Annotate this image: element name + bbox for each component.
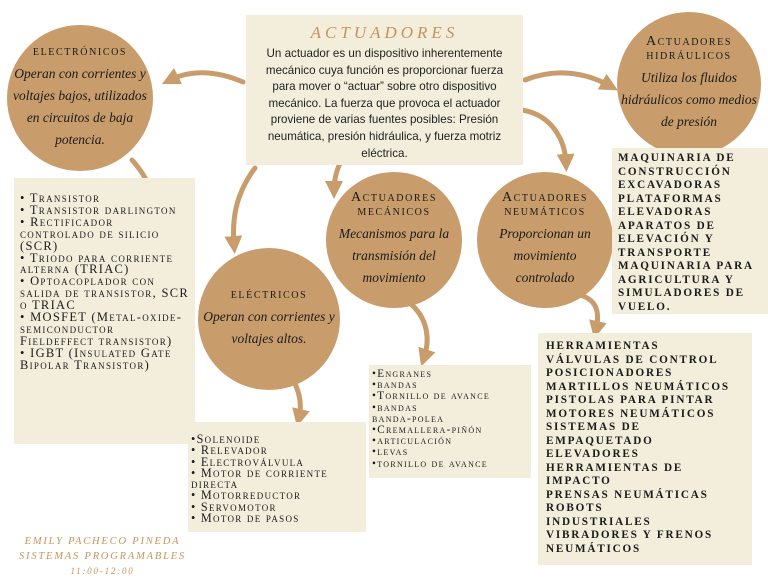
mecanicos-list-box (369, 365, 531, 478)
list-item: VÁLVULAS DE CONTROL (546, 353, 719, 366)
list-item: INDUSTRIALES (546, 515, 652, 528)
arrow-center-to-neumaticos (522, 110, 566, 163)
author-name: EMILY PACHECO PINEDA (24, 536, 181, 547)
neumaticos-list (546, 340, 748, 556)
main-description: Un actuador es un dispositivo inherentemente mecánico cuya función es proporcionar fuerza para mover o “actuar” sobre otro dispositivo mecánico. La fuerza que provoca el actuador proviene de varias fuentes posibles: Presión neumática, presión hidráulica, y fuerza motriz eléctrica. (265, 47, 504, 160)
list-item: VIBRADORES Y FRENOS (546, 529, 714, 541)
list-item: POSICIONADORES (546, 367, 674, 379)
list-item: ELEVACIÓN Y (618, 233, 715, 245)
list-item: CONSTRUCCIÓN (618, 165, 732, 178)
hidraulicos-list (618, 152, 766, 314)
list-item: • Transistor (20, 191, 101, 205)
list-item: MARTILLOS NEUMÁTICOS (546, 380, 730, 393)
arrow-center-to-electronicos (170, 73, 243, 82)
arrow-center-to-mecanicos (334, 163, 340, 190)
list-item: •Solenoide (191, 432, 261, 446)
course-name: SISTEMAS PROGRAMABLES (19, 551, 186, 562)
mecanicos-circle (326, 172, 462, 308)
hidraulicos-title: Actuadores hidráulicos (645, 34, 733, 63)
list-item: • Triodo para corriente alterna (TRIAC) (20, 250, 174, 277)
list-item: MOTORES NEUMÁTICOS (546, 407, 716, 420)
list-item: AGRICULTURA Y (618, 273, 735, 286)
list-item: •articulación (372, 435, 453, 448)
list-item: IMPACTO (546, 475, 612, 487)
list-item: ELEVADORES (546, 448, 640, 460)
list-item: • Servomotor (191, 499, 277, 514)
center-definition-box (246, 15, 523, 165)
list-item: banda-polea (372, 412, 445, 425)
neumaticos-title: Actuadores neumáticos (501, 190, 589, 219)
list-item: HERRAMIENTAS DE (546, 461, 684, 474)
electronicos-title: electrónicos (32, 44, 128, 59)
mecanicos-title: Actuadores mecánicos (350, 190, 438, 219)
list-item: • Motor de pasos (191, 511, 300, 526)
list-item: APARATOS DE (618, 219, 716, 232)
list-item: •Cremallera-piñón (372, 424, 483, 437)
list-item: PLATAFORMAS (618, 192, 723, 205)
list-item: • Relevador (191, 443, 269, 458)
list-item: • Rectificador controlado de silicio (SCR) (20, 214, 160, 253)
electricos-description: Operan con corrientes y voltajes altos. (203, 309, 335, 346)
list-item: •bandas (372, 401, 418, 414)
mecanicos-description: Mecanismos para la transmisión del movimiento (338, 226, 450, 285)
electronicos-list-box (14, 178, 195, 444)
list-item: • Motorreductor (191, 488, 302, 503)
mecanicos-list (372, 369, 528, 470)
list-item: •Engranes (372, 368, 433, 380)
list-item: SIMULADORES DE (618, 287, 745, 299)
arrow-center-to-hidraulicos (525, 73, 610, 86)
list-item: NEUMÁTICOS (546, 542, 642, 555)
electronicos-list (20, 193, 191, 372)
hidraulicos-description: Utiliza los fluidos hidráulicos como medios de presión (621, 70, 757, 129)
electronicos-description: Operan con corrientes y voltajes bajos, utilizados en circuitos de baja potencia. (13, 66, 147, 147)
credits (0, 534, 205, 579)
arrow-neumaticos-to-list (580, 295, 598, 330)
list-item: • Electroválvula (191, 454, 305, 469)
neumaticos-description: Proporcionan un movimiento controlado (499, 226, 591, 285)
electricos-list-box (188, 422, 366, 532)
list-item: •tornillo de avance (372, 457, 488, 470)
hidraulicos-list-box (612, 148, 768, 314)
main-title: ACTUADORES (310, 23, 459, 42)
list-item: ELEVADORAS (618, 206, 713, 218)
list-item: HERRAMIENTAS (546, 340, 660, 352)
hidraulicos-circle (617, 12, 761, 156)
list-item: •Tornillo de avance (372, 390, 491, 403)
list-item: EMPAQUETADO (546, 434, 654, 447)
list-item: ROBOTS (546, 502, 604, 514)
arrow-center-to-electricos (233, 168, 255, 245)
list-item: MAQUINARIA DE (618, 152, 736, 164)
list-item: • Optoacoplador con salida de transistor, SCR o TRIAC (20, 274, 189, 313)
electricos-circle (198, 248, 340, 390)
neumaticos-circle (477, 172, 613, 308)
electricos-title: eléctricos (230, 287, 308, 302)
list-item: •levas (372, 446, 409, 459)
list-item: EXCAVADORAS (618, 179, 722, 191)
list-item: • Transistor darlington (20, 202, 177, 217)
list-item: VUELO. (618, 300, 672, 313)
list-item: •bandas (372, 379, 418, 392)
electricos-list (191, 434, 363, 524)
list-item: PRENSAS NEUMÁTICAS (546, 488, 709, 501)
list-item: • IGBT (Insulated Gate Bipolar Transistor) (20, 345, 172, 372)
list-item: SISTEMAS DE (546, 421, 641, 433)
list-item: TRANSPORTE (618, 246, 713, 259)
arrow-mecanicos-to-list (412, 305, 427, 358)
list-item: PISTOLAS PARA PINTAR (546, 394, 715, 406)
list-item: • MOSFET (Metal-oxide-semiconductor Fieldeffect transistor) (20, 310, 183, 348)
list-item: MAQUINARIA PARA (618, 260, 754, 272)
class-time: 11:00-12:00 (70, 566, 135, 576)
neumaticos-list-box (538, 333, 752, 565)
list-item: • Motor de corriente directa (191, 465, 329, 492)
electronicos-circle (7, 25, 153, 171)
